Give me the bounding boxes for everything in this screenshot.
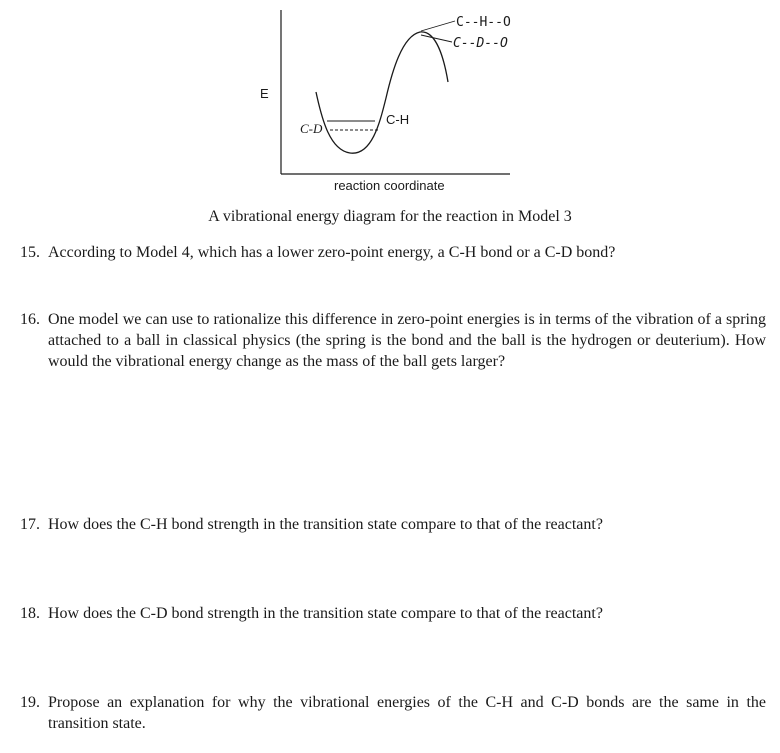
question-19 xyxy=(20,692,766,734)
question-text: According to Model 4, which has a lower zero-point energy, a C-H bond or a C-D bond? xyxy=(48,244,616,261)
ts-cd-label: C--D--O xyxy=(453,36,508,51)
question-number: 18. xyxy=(20,605,40,622)
question-text: How does the C-D bond strength in the transition state compare to that of the reactant? xyxy=(48,605,603,622)
leader-line-cd-ts xyxy=(421,35,452,42)
leader-line-ch-ts xyxy=(421,21,455,31)
question-text: Propose an explanation for why the vibrational energies of the C-H and C-D bonds are the same in the transition state. xyxy=(48,694,766,732)
question-number: 16. xyxy=(20,311,40,328)
question-17 xyxy=(20,514,766,535)
y-axis-label: E xyxy=(260,86,269,101)
question-number: 19. xyxy=(20,694,40,711)
energy-diagram xyxy=(0,0,780,200)
question-15 xyxy=(20,242,766,263)
question-18 xyxy=(20,603,766,624)
question-text: How does the C-H bond strength in the transition state compare to that of the reactant? xyxy=(48,516,603,533)
ts-ch-label: C--H--O xyxy=(456,15,511,30)
question-16 xyxy=(20,309,766,372)
x-axis-label: reaction coordinate xyxy=(334,178,445,193)
well-ch-label: C-H xyxy=(386,112,410,127)
figure-caption: A vibrational energy diagram for the reaction in Model 3 xyxy=(208,208,572,225)
question-text: One model we can use to rationalize this difference in zero-point energies is in terms of the vibration of a spring attached to a ball in classical physics (the spring is the bond and the ball is the hydrogen or deuterium). How would the vibrational energy change as the mass of the ball gets larger? xyxy=(48,311,766,370)
question-number: 17. xyxy=(20,516,40,533)
question-number: 15. xyxy=(20,244,40,261)
energy-curve xyxy=(316,32,448,153)
well-cd-label: C-D xyxy=(300,121,323,136)
